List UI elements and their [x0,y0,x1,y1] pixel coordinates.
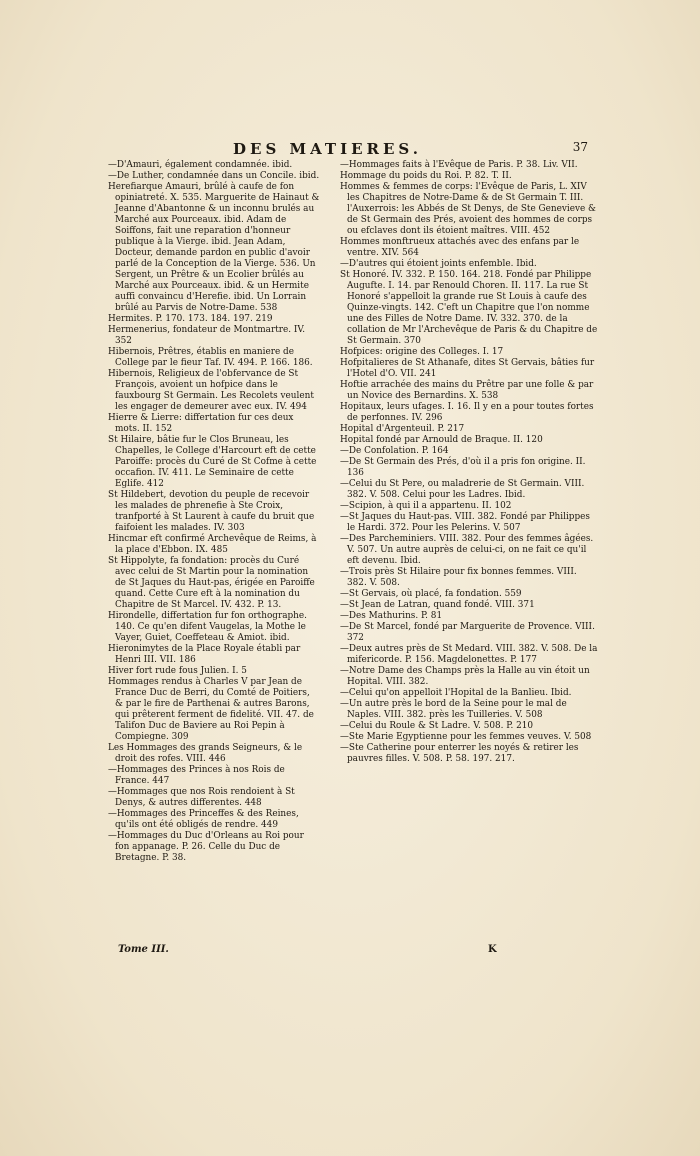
index-entry: —Hommages des Princes à nos Rois de France. 447 [108,765,285,786]
index-entry: Hincmar eft confirmé Archevêque de Reims, à la place d'Ebbon. IX. 485 [108,534,317,555]
index-entry: —Hommages faits à l'Evêque de Paris. P. 38. Liv. VII. [340,160,578,170]
index-entry: —Notre Dame des Champs près la Halle au vin étoit un Hopital. VIII. 382. [340,666,590,687]
index-entry: Hofpices: origine des Colleges. I. 17 [340,347,504,357]
index-entry: —De Luther, condamnée dans un Concile. ibid. [108,171,320,181]
index-entry: —De Confolation. P. 164 [340,446,449,456]
index-entry: Hommages rendus à Charles V par Jean de France Duc de Berri, du Comté de Poitiers, & par le fire de Parthenai & autres Barons, qui prêterent ferment de fidelité. VII. 47. de Talifon Duc de Baviere au Roi Pepin à Compiegne. 309 [108,677,314,742]
index-entry: Hopital d'Argenteuil. P. 217 [340,424,465,434]
index-entry: —Hommages des Princeffes & des Reines, qu'ils ont été obligés de rendre. 449 [108,809,299,830]
index-entry: —D'Amauri, également condamnée. ibid. [108,160,293,170]
index-entry: —Trois près St Hilaire pour fix bonnes femmes. VIII. 382. V. 508. [340,567,577,588]
index-entry: Hommes monftrueux attachés avec des enfans par le ventre. XIV. 564 [340,237,580,258]
index-entry: —St Jaques du Haut-pas. VIII. 382. Fondé par Philippes le Hardi. 372. Pour les Pelerins. V. 507 [340,512,590,533]
index-entry: St Honoré. IV. 332. P. 150. 164. 218. Fondé par Philippe Augufte. I. 14. par Renould Choren. II. 117. La rue St Honoré s'appelloit la grande rue St Louis à caufe des Quinze-vingts. 142. C'eft un Chapitre que l'on nomme une des Filles de Notre Dame. IV. 332. 370. de la collation de Mr l'Archevêque de Paris & du Chapitre de St Germain. 370 [340,270,598,346]
index-entry: —Hommages que nos Rois rendoient à St Denys, & autres differentes. 448 [108,787,295,808]
index-entry: —Des Mathurins. P. 81 [340,611,443,621]
index-entry: Hibernois, Religieux de l'obfervance de St François, avoient un hofpice dans le fauxbourg St Germain. Les Recolets veulent les engager de demeurer avec eux. IV. 494 [108,369,314,412]
index-entry: —Celui qu'on appelloit l'Hopital de la Banlieu. Ibid. [340,688,572,698]
index-column-left [108,160,320,864]
index-entry: Hermites. P. 170. 173. 184. 197. 219 [108,314,273,324]
index-entry: —De St Marcel, fondé par Marguerite de Provence. VIII. 372 [340,622,595,643]
index-entry: Hopital fondé par Arnould de Braque. II. 120 [340,435,543,445]
index-entry: —Un autre près le bord de la Seine pour le mal de Naples. VIII. 382. près les Tuilleries. V. 508 [340,699,567,720]
index-entry: —Ste Marie Egyptienne pour les femmes veuves. V. 508 [340,732,592,742]
index-entry: Hommes & femmes de corps: l'Evêque de Paris, L. XIV les Chapitres de Notre-Dame & de St Germain T. III. l'Auxerrois: les Abbés de St Denys, de Ste Genevieve & de St Germain des Prés, avoient des hommes de corps ou efclaves dont ils étoient maîtres. VIII. 452 [340,182,596,236]
page-footer [118,944,498,958]
index-entry: St Hilaire, bâtie fur le Clos Bruneau, les Chapelles, le College d'Harcourt eft de cette Paroiffe: procès du Curé de St Cofme à cette occafion. IV. 411. Le Seminaire de cette Eglife. 412 [108,435,317,489]
index-entry: —Celui du Roule & St Ladre. V. 508. P. 210 [340,721,534,731]
index-entry: Hermenerius, fondateur de Montmartre. IV. 352 [108,325,306,346]
index-entry: Les Hommages des grands Seigneurs, & le droit des rofes. VIII. 446 [108,743,303,764]
index-entry: —Ste Catherine pour enterrer les noyés & retirer les pauvres filles. V. 508. P. 58. 197. 217. [340,743,579,764]
index-entry: —St Jean de Latran, quand fondé. VIII. 371 [340,600,535,610]
index-entry: —St Gervais, où placé, fa fondation. 559 [340,589,522,599]
index-entry: —Celui du St Pere, ou maladrerie de St Germain. VIII. 382. V. 508. Celui pour les Ladres. Ibid. [340,479,585,500]
index-entry: Hieronimytes de la Place Royale établi par Henri III. VII. 186 [108,644,301,665]
index-entry: Hirondelle, differtation fur fon orthographe. 140. Ce qu'en difent Vaugelas, la Mothe le Vayer, Guiet, Coeffeteau & Amiot. ibid. [108,611,307,643]
index-entry: Hoftie arrachée des mains du Prêtre par une folle & par un Novice des Bernardins. X. 538 [340,380,594,401]
index-entry: —Deux autres près de St Medard. VIII. 382. V. 508. De la mifericorde. P. 156. Magdelonettes. P. 177 [340,644,598,665]
index-entry: —Des Parcheminiers. VIII. 382. Pour des femmes âgées. V. 507. Un autre auprès de celui-ci, on ne fait ce qu'il eft devenu. Ibid. [340,534,594,566]
index-entry: Hofpitalieres de St Athanafe, dites St Gervais, bâties fur l'Hotel d'O. VII. 241 [340,358,595,379]
index-entry: Hopitaux, leurs ufages. I. 16. Il y en a pour toutes fortes de perfonnes. IV. 296 [340,402,594,423]
header-title: DES MATIERES. [233,140,422,158]
index-entry: —D'autres qui étoient joints enfemble. Ibid. [340,259,537,269]
index-entry: St Hildebert, devotion du peuple de recevoir les malades de phrenefie à Ste Croix, tranfporté à St Laurent à caufe du bruit que faifoient les malades. IV. 303 [108,490,315,533]
index-entry: Hierre & Lierre: differtation fur ces deux mots. II. 152 [108,413,294,434]
volume-label: Tome III. [118,944,169,955]
index-entry: —De St Germain des Prés, d'où il a pris fon origine. II. 136 [340,457,586,478]
signature-mark: K [488,944,497,955]
page-header [108,140,588,158]
index-entry: Hibernois, Prêtres, établis en maniere de College par le fieur Taf. IV. 494. P. 166. 186. [108,347,313,368]
index-entry: Hommage du poids du Roi. P. 82. T. II. [340,171,512,181]
index-column-right [340,160,598,765]
index-entry: Hiver fort rude fous Julien. I. 5 [108,666,247,676]
index-entry: —Scipion, à qui il a appartenu. II. 102 [340,501,512,511]
index-entry: Herefiarque Amauri, brûlé à caufe de fon opiniatreté. X. 535. Marguerite de Hainaut & Jeanne d'Abantonne & un inconnu brulés au Marché aux Pourceaux. ibid. Adam de Soiffons, fait une reparation d'honneur publique à la Vierge. ibid. Jean Adam, Docteur, demande pardon en public d'avoir parlé de la Conception de la Vierge. 536. Un Sergent, un Prêtre & un Ecolier brûlés au Marché aux Pourceaux. ibid. & un Hermite auffi convaincu d'Herefie. ibid. Un Lorrain brûlé au Parvis de Notre-Dame. 538 [108,182,320,313]
index-entry: —Hommages du Duc d'Orleans au Roi pour fon appanage. P. 26. Celle du Duc de Bretagne. P. 38. [108,831,304,863]
index-entry: St Hippolyte, fa fondation: procès du Curé avec celui de St Martin pour la nomination de St Jaques du Haut-pas, érigée en Paroiffe quand. Cette Cure eft à la nomination du Chapitre de St Marcel. IV. 432. P. 13. [108,556,315,610]
page-number: 37 [572,140,588,154]
